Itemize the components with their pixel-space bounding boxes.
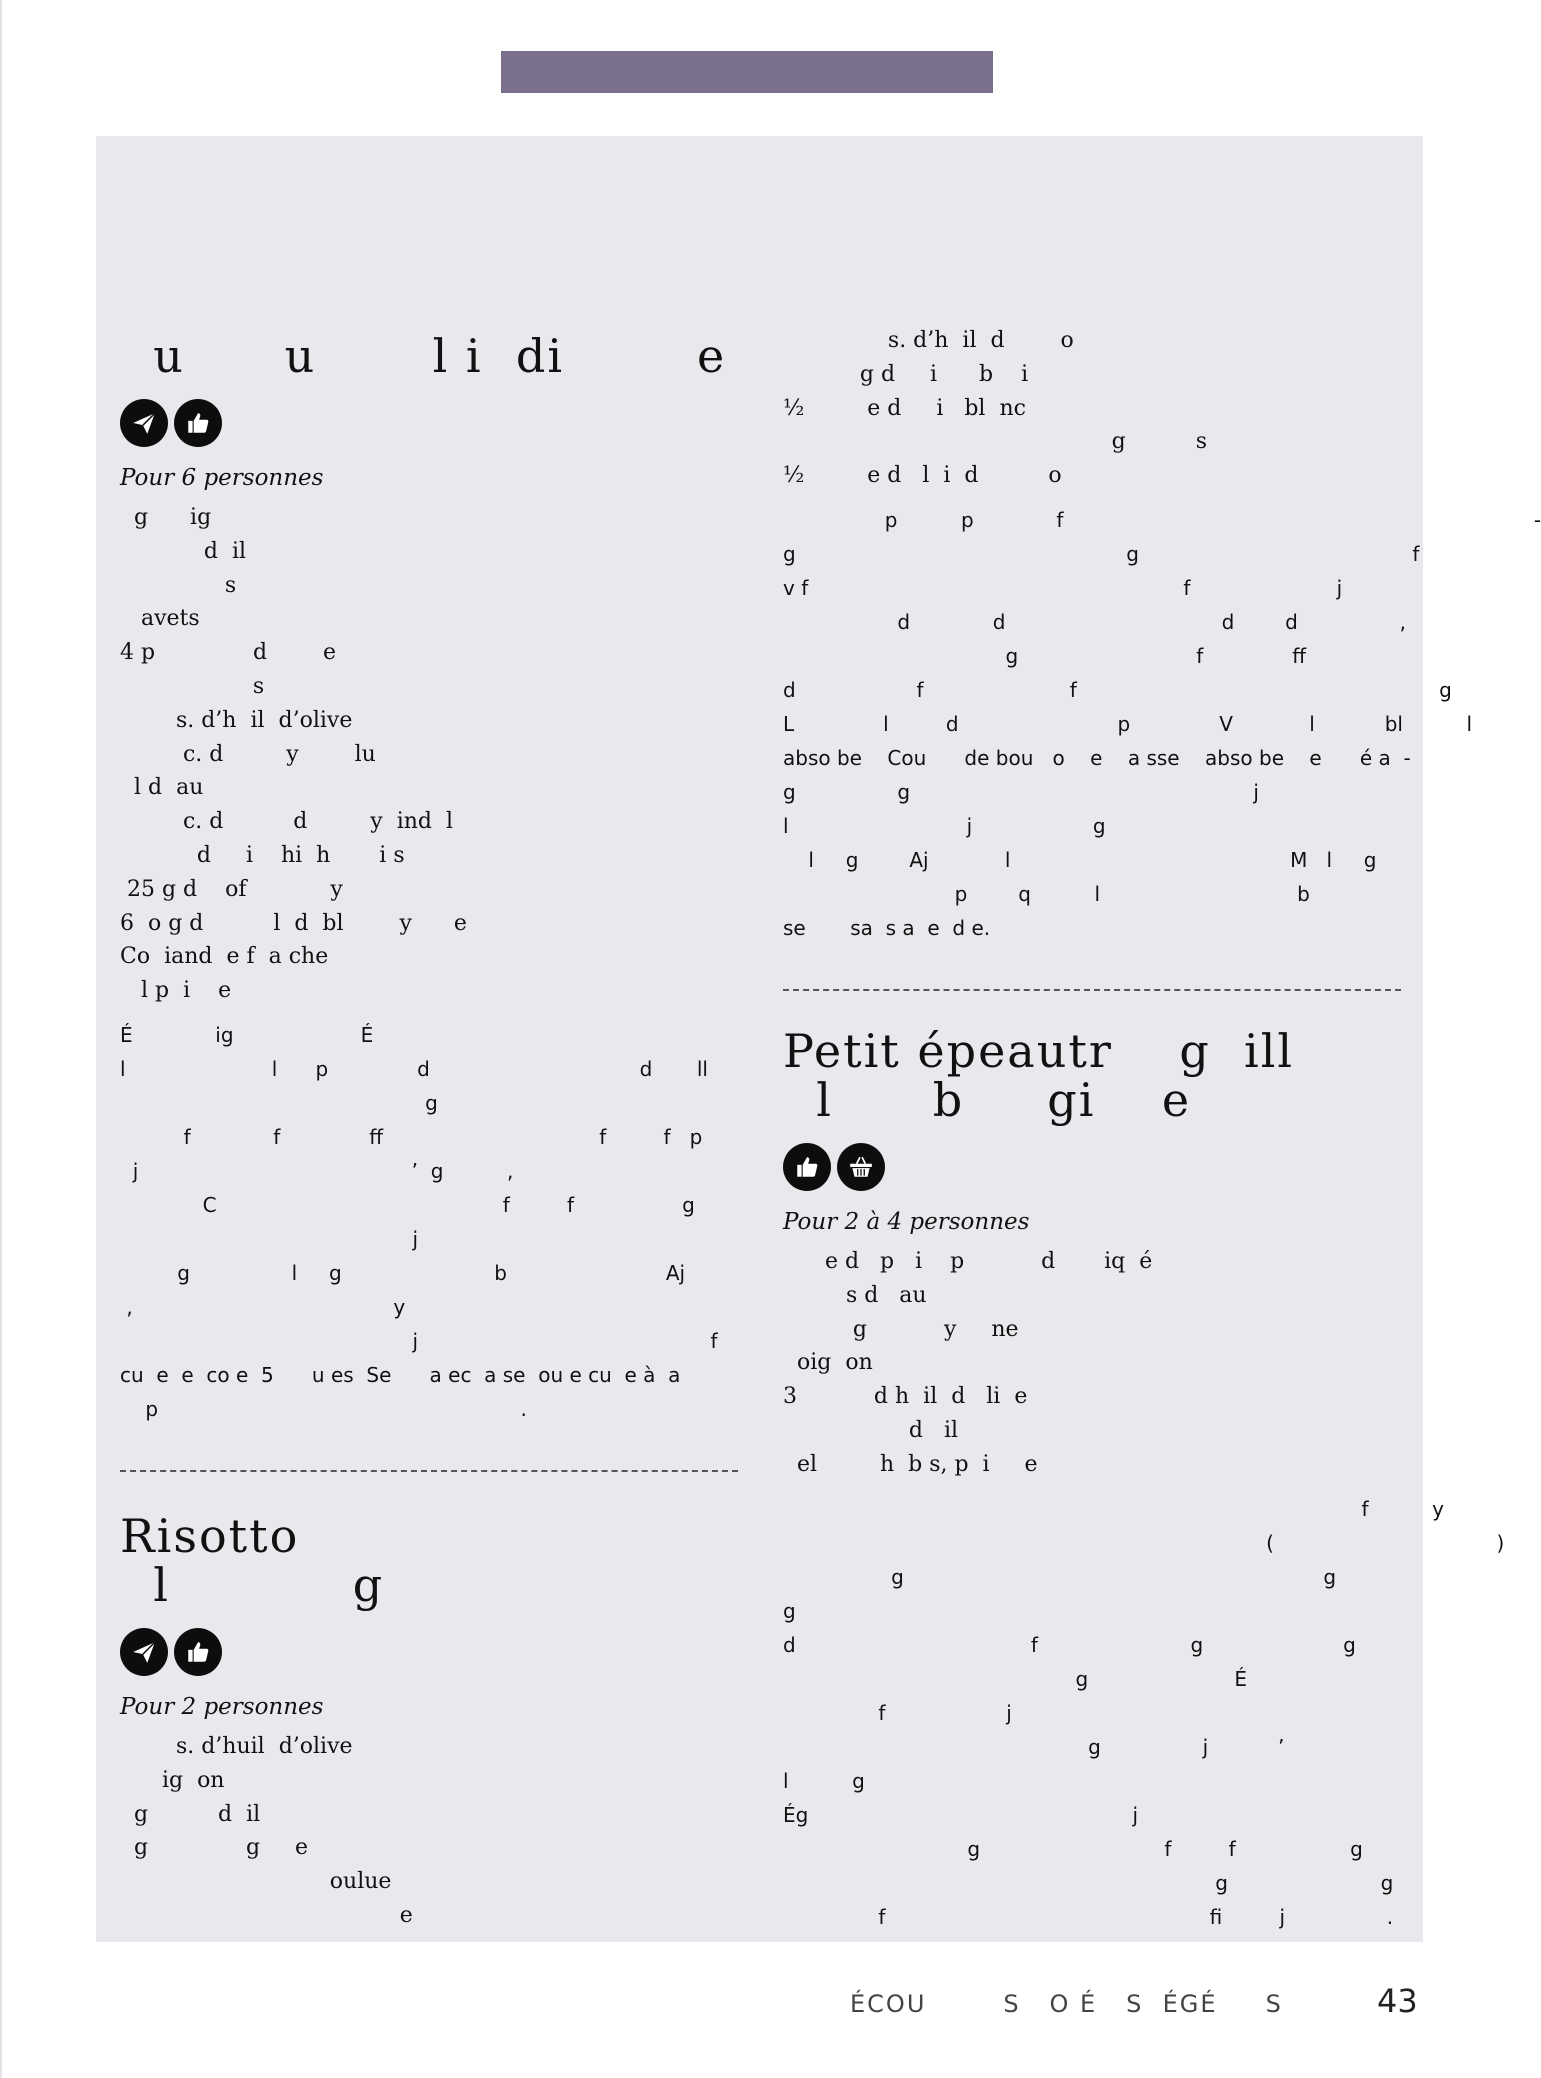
step-line: d f g g — [783, 1632, 1356, 1657]
ingredient: ½ e d l i d o — [783, 463, 1062, 489]
page-edge-rule — [0, 0, 2, 2078]
servings: Pour 6 personnes — [120, 465, 324, 491]
step-line: j f — [120, 1328, 718, 1353]
recipe-title: Risotto l g — [120, 1508, 385, 1612]
ingredient-list-continued — [783, 324, 1401, 493]
ingredient: 25 g d of y — [120, 876, 343, 902]
step-line: L l d p V l bl l — [783, 711, 1473, 736]
basket-icon — [837, 1143, 885, 1191]
footer-section-title: ÉCOU S O É S ÉGÉ S — [850, 1990, 1283, 2018]
step-line: Ég j — [783, 1802, 1139, 1827]
step-line: g l g b Aj — [120, 1260, 686, 1285]
ingredient: s — [120, 673, 265, 699]
step-line: g g — [783, 1564, 1337, 1589]
step-line: f f ff f f p — [120, 1124, 703, 1149]
ingredient: s — [120, 572, 237, 598]
ingredient: s. d’h il d o — [783, 328, 1074, 353]
step-line: g g f — [783, 541, 1420, 566]
recipe-divider — [120, 1470, 738, 1472]
recipe-3 — [783, 1023, 1505, 1934]
recipe-2 — [120, 1508, 738, 1933]
ingredient: d i hi h i s — [120, 842, 405, 868]
step-line: d d d d , — [783, 609, 1406, 634]
recipe-steps — [120, 1018, 738, 1426]
ingredient: e — [120, 1902, 413, 1928]
ingredient: c. d y lu — [120, 741, 376, 767]
ingredient-list — [783, 1245, 1401, 1482]
ingredient: 3 d h il d li e — [783, 1384, 1028, 1410]
step-line: , y — [120, 1294, 406, 1319]
ingredient: l p i e — [120, 978, 232, 1004]
ingredient: oulue — [120, 1869, 392, 1895]
ingredient: Co iand e f a che — [120, 944, 329, 970]
ingredient: avets — [120, 606, 200, 632]
step-line: g É — [783, 1666, 1247, 1691]
servings: Pour 2 personnes — [120, 1693, 324, 1720]
step-line: abso be Cou de bou o e a sse abso be e é a - — [783, 745, 1411, 770]
step-line: g f f g — [783, 1836, 1363, 1861]
ingredient: g d il — [120, 1801, 261, 1827]
ingredient: d il — [783, 1417, 959, 1443]
page-number: 43 — [1377, 1982, 1418, 2020]
ingredient: ½ e d i bl nc — [783, 395, 1026, 421]
step-line: l g — [783, 1768, 865, 1793]
step-line: g g j — [783, 779, 1259, 804]
ingredient: 4 p d e — [120, 640, 337, 666]
step-line: f fi j . — [783, 1904, 1394, 1929]
step-line: g — [783, 1598, 796, 1623]
step-line: cu e e co e 5 u es Se a ec a se ou e cu e à a — [120, 1362, 681, 1387]
ingredient: g d i b i — [783, 361, 1029, 387]
ingredient-list — [120, 1730, 738, 1933]
ingredient-list — [120, 501, 738, 1008]
ingredient: 6 o g d l d bl y e — [120, 910, 467, 936]
recipe-steps — [783, 503, 1541, 945]
step-line: p . — [120, 1396, 527, 1421]
step-line: f y — [783, 1496, 1444, 1521]
thumbs-up-icon — [174, 1628, 222, 1676]
ingredient: d il — [120, 538, 247, 564]
step-line: j ’ g , — [120, 1158, 514, 1183]
ingredient: l d au — [120, 775, 204, 801]
step-line: g f ff — [783, 643, 1307, 668]
step-line: g g — [783, 1870, 1394, 1895]
recipe-1 — [120, 329, 738, 1426]
step-line: l j g — [783, 813, 1106, 838]
recipe-title: Petit épeautr g ill l b gi e — [783, 1023, 1295, 1127]
thumbs-up-icon — [783, 1143, 831, 1191]
step-line: l l p d d ll — [120, 1056, 708, 1081]
ingredient: s. d’huil d’olive — [120, 1733, 353, 1759]
ingredient: e d p i p d iq é — [783, 1248, 1153, 1274]
servings: Pour 2 à 4 personnes — [783, 1208, 1030, 1235]
header-bar — [501, 51, 993, 93]
step-line: C f f g — [120, 1192, 695, 1217]
thumbs-up-icon — [174, 399, 222, 447]
step-line: v f f j — [783, 575, 1343, 600]
paper-plane-icon — [120, 1628, 168, 1676]
left-column — [120, 329, 738, 1933]
ingredient: s d au — [783, 1282, 927, 1308]
recipe-divider — [783, 989, 1401, 991]
step-line: d f f g — [783, 677, 1452, 702]
step-line: p q l b — [783, 881, 1310, 906]
right-column — [783, 324, 1541, 1934]
recipe-steps — [783, 1492, 1505, 1934]
step-line: l g Aj l M l g — [783, 847, 1377, 872]
paper-plane-icon — [120, 399, 168, 447]
ingredient: g y ne — [783, 1316, 1019, 1342]
ingredient: g ig — [120, 505, 212, 530]
step-line: É ig É — [120, 1022, 374, 1047]
step-line: se sa s a e d e. — [783, 915, 991, 940]
ingredient: g g e — [120, 1835, 309, 1861]
ingredient: ig on — [120, 1767, 225, 1793]
step-line: ( ) — [783, 1530, 1505, 1555]
step-line: g — [120, 1090, 438, 1115]
recipe-icons — [120, 399, 738, 447]
step-line: p p f - — [783, 507, 1541, 532]
step-line: g j ’ — [783, 1734, 1285, 1759]
step-line: j — [120, 1226, 418, 1251]
ingredient: el h b s, p i e — [783, 1451, 1038, 1477]
recipe-icons — [783, 1143, 1401, 1191]
ingredient: oig on — [783, 1350, 873, 1376]
step-line: f j — [783, 1700, 1012, 1725]
ingredient: s. d’h il d’olive — [120, 707, 353, 733]
ingredient: c. d d y ind l — [120, 809, 454, 835]
recipe-title: u u l i di e — [120, 329, 727, 383]
ingredient: g s — [783, 429, 1207, 455]
recipe-icons — [120, 1628, 738, 1676]
